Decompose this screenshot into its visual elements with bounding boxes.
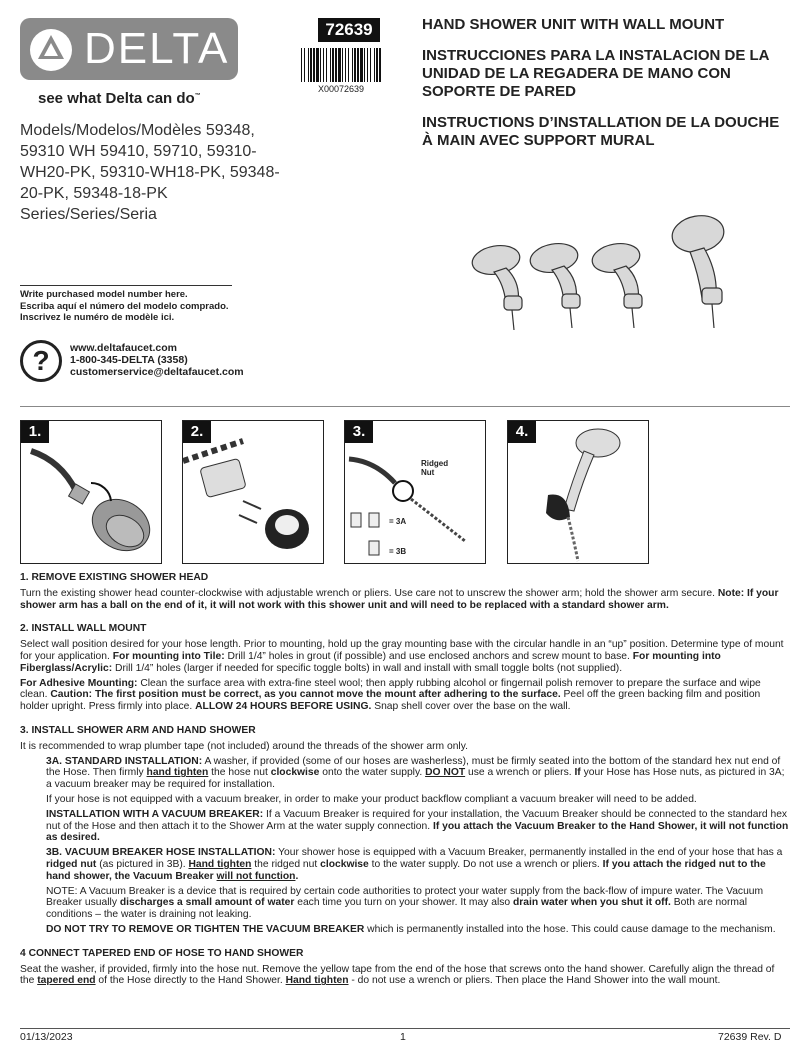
barcode-bar <box>348 48 349 82</box>
product-image <box>466 212 766 332</box>
divider <box>20 406 790 407</box>
barcode-bar <box>301 48 302 82</box>
model-number-line[interactable] <box>20 285 232 286</box>
barcode-bar <box>370 48 371 82</box>
section-2-title: 2. INSTALL WALL MOUNT <box>20 623 147 635</box>
barcode-bar <box>338 48 341 82</box>
step-panel-1 <box>20 420 162 564</box>
barcode-bar <box>323 48 324 82</box>
help-icon: ? <box>20 340 62 382</box>
section-4-title: 4 CONNECT TAPERED END OF HOSE TO HAND SHOWER <box>20 947 304 959</box>
brand-name: DELTA <box>84 24 230 73</box>
barcode-text: X00072639 <box>318 84 365 94</box>
section-1-title: 1. REMOVE EXISTING SHOWER HEAD <box>20 572 209 583</box>
barcode-icon <box>301 48 381 82</box>
section-3-title: 3. INSTALL SHOWER ARM AND HAND SHOWER <box>20 724 256 736</box>
footer-date: 01/13/2023 <box>20 1031 73 1043</box>
footer-revision: 72639 Rev. D <box>718 1031 782 1043</box>
step-panel-3 <box>344 420 486 564</box>
barcode-bar <box>354 48 356 82</box>
ridged-nut-label: Ridged Nut <box>421 459 449 477</box>
email-link[interactable]: customerservice@deltafaucet.com <box>70 366 244 378</box>
label-3a: = 3A <box>389 517 407 526</box>
footer-page: 1 <box>400 1031 406 1043</box>
barcode-bar <box>379 48 381 82</box>
barcode-bar <box>304 48 305 82</box>
model-list: Models/Modelos/Modèles 59348, 59310 WH 59410, 59710, 59310-WH20-PK, 59310-WH18-PK, 59348-20-PK, 59348-18-PK Series/Series/Seria <box>20 122 280 223</box>
barcode-bar <box>360 48 363 82</box>
barcode-bar <box>313 48 315 82</box>
write-model-instructions: Write purchased model number here. Escriba aquí el número del modelo comprado. Inscrivez le numéro de modèle ici. <box>20 289 229 323</box>
barcode-bar <box>308 48 309 82</box>
step-number: 2. <box>183 421 211 443</box>
step-panel-4 <box>507 420 649 564</box>
barcode-bar <box>357 48 359 82</box>
step-panel-2 <box>182 420 324 564</box>
contact-info <box>70 342 244 378</box>
barcode-bar <box>316 48 319 82</box>
barcode-bar <box>310 48 312 82</box>
step-number: 3. <box>345 421 373 443</box>
website-link[interactable]: www.deltafaucet.com <box>70 342 177 354</box>
part-number: 72639 <box>318 18 380 42</box>
title-fr: INSTRUCTIONS D’INSTALLATION DE LA DOUCHE À MAIN AVEC SUPPORT MURAL <box>422 114 780 149</box>
barcode-bar <box>320 48 321 82</box>
phone-number: 1-800-345-DELTA (3358) <box>70 354 188 366</box>
instructions-body: 1. REMOVE EXISTING SHOWER HEAD Turn the existing shower head counter-clockwise with adjustable wrench or pliers. Use care not to unscrew the shower arm; hold the shower arm secure. Note: If your shower arm has a ball on the end of it, it will not work with this shower unit and will need to be replaced with a standard shower arm. 2. INSTALL WALL MOUNT Select wall position desired for your hose length. Prior to mounting, hold up the gray mounting base with the circular handle in an “up” position. Determine type of mount for your application. For mounting into Tile: Drill 1/4” holes in grout (if possible) and use enclosed anchors and screw mount to base. For mounting into Fiberglass/Acrylic: Drill 1/4” holes (larger if needed for specific toggle bolts) in wall and install with small toggle bolts (not supplied). For Adhesive Mounting: Clean the surface area with extra-fine steel wool; then apply rubbing alcohol or fingernail polish remover to prepare the surface and wipe clean. Caution: The first position must be correct, as you cannot move the mount after adhering to the surface. Peel off the green backing film and position holder upright. Press firmly into place. ALLOW 24 HOURS BEFORE USING. Snap shell cover over the base on the wall. 3. INSTALL SHOWER ARM AND HAND SHOWER It is recommended to wrap plumber tape (not included) around the threads of the shower arm only. 3A. STANDARD INSTALLATION: A washer, if provided (some of our hoses are washerless), must be firmly seated into the bottom of the standard hex nut end of the Hose. Then firmly hand tighten the hose nut clockwise onto the water supply. DO NOT use a wrench or pliers. If your Hose has Hose nuts, as pictured in 3A; a vacuum breaker may be required for installation. If your hose is not equipped with a vacuum breaker, in order to make your product backflow compliant a vacuum breaker will need to be added. INSTALLATION WITH A VACUUM BREAKER: If a Vacuum Breaker is required for your installation, the Vacuum Breaker should be connected to the standard hex nut of the Hose and then attach it to the Shower Arm at the water supply connection. If you attach the Vacuum Breaker to the Hand Shower, it will not function as desired. 3B. VACUUM BREAKER HOSE INSTALLATION: Your shower hose is equipped with a Vacuum Breaker, permanently installed in the end of your hose that has a ridged nut (as pictured in 3B). Hand tighten the ridged nut clockwise to the water supply. Do not use a wrench or pliers. If you attach the ridged nut to the hand shower, the Vacuum Breaker will not function. NOTE: A Vacuum Breaker is a device that is required by certain code authorities to protect your water supply from the back-flow of impure water. The Vacuum Breaker usually discharges a small amount of water each time you turn on your shower. It may also drain water when you shut it off. Both are normal conditions – the water is draining not leaking. DO NOT TRY TO REMOVE OR TIGHTEN THE VACUUM BREAKER which is permanently installed into the hose. This could cause damage to the mechanism. 4 CONNECT TAPERED END OF HOSE TO HAND SHOWER Seat the washer, if provided, firmly into the hose nut. Remove the yellow tape from the end of the hose that screws onto the hand shower. Carefully align the thread of the tapered end of the Hose directly to the Hand Shower. Hand tighten - do not use a wrench or pliers. Then place the Hand Shower into the wall mount. <box>20 572 789 987</box>
barcode-bar <box>330 48 331 82</box>
footer-divider <box>20 1028 790 1029</box>
title-es: INSTRUCCIONES PARA LA INSTALACION DE LA UNIDAD DE LA REGADERA DE MANO CON SOPORTE DE PARED <box>422 47 769 100</box>
label-3b: = 3B <box>389 547 407 556</box>
delta-logo-icon <box>28 27 74 73</box>
barcode-bar <box>374 48 375 82</box>
barcode-bar <box>345 48 346 82</box>
title-en: HAND SHOWER UNIT WITH WALL MOUNT <box>422 16 725 33</box>
barcode-bar <box>364 48 365 82</box>
document-titles <box>422 16 792 163</box>
barcode-bar <box>335 48 337 82</box>
barcode-bar <box>332 48 334 82</box>
barcode-bar <box>376 48 378 82</box>
barcode-bar <box>352 48 353 82</box>
barcode-bar <box>367 48 368 82</box>
brand-tagline: see what Delta can do™ <box>38 90 201 107</box>
barcode-bar <box>326 48 327 82</box>
step-number: 1. <box>21 421 49 443</box>
barcode-bar <box>342 48 343 82</box>
step-number: 4. <box>508 421 536 443</box>
